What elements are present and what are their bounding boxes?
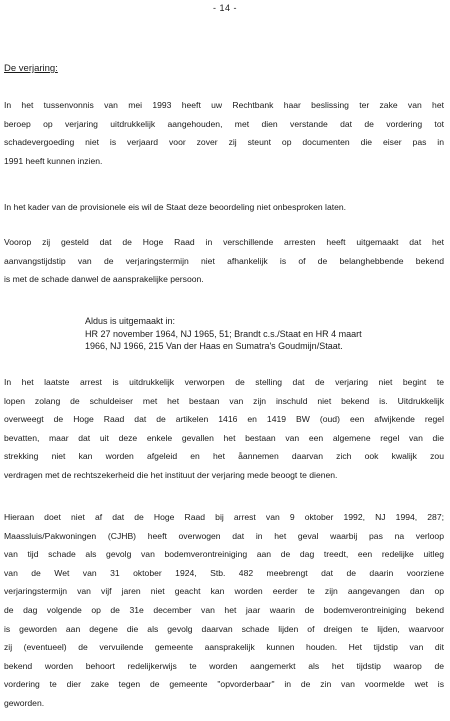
text-line: 1991 heeft kunnen inzien.	[4, 155, 103, 166]
text-line: van tijd schade als gevolg van bodemverontreiniging aan de dag treedt, een redelijke uitleg	[4, 549, 444, 560]
text-line: is met de schade danwel de aansprakelijke persoon.	[4, 274, 204, 285]
paragraph-last-judgment	[4, 373, 444, 485]
text-line: bekend worden behoort redelijkerwijs te worden aangemerkt als het tijdstip waarop de	[4, 660, 444, 671]
text-line: Maassluis/Pakwoningen (CJHB) heeft overwogen dat in het geval waarbij pas na verloop	[4, 530, 444, 541]
text-line: strekking niet kan worden afgeleid en het åannemen daarvan zich ook kwalijk zou	[4, 451, 444, 462]
text-line: schadevergoeding niet is verjaard voor zover zij steunt op documenten die eiser pas in	[4, 137, 444, 148]
text-line: Voorop zij gesteld dat de Hoge Raad in verschillende arresten heeft uitgemaakt dat het	[4, 237, 444, 247]
text-line: zij (eventueel) de vervuilende gemeente aansprakelijk kunnen houden. Het tijdstip van dit	[4, 642, 444, 653]
text-line: aanvangstijdstip van de verjaringstermijn niet afhankelijk is of de belanghebbende bekend	[4, 255, 444, 266]
paragraph-interim-judgment	[4, 96, 444, 170]
text-line: 1966, NJ 1966, 215 Van der Haas en Sumatra's Goudmijn/Staat.	[85, 341, 343, 351]
text-line: HR 27 november 1964, NJ 1965, 51; Brandt c.s./Staat en HR 4 maart	[85, 328, 362, 339]
text-line: In het tussenvonnis van mei 1993 heeft uw Rechtbank haar beslissing ter zake van het	[4, 100, 444, 110]
text-line: bevatten, maar dat uit deze enkele gevallen het bestaan van een algemene regel van die	[4, 432, 444, 443]
text-line: verjaringstermijn van vijf jaren niet geacht kan worden eerder te zijn aangevangen dan op	[4, 586, 444, 597]
page-number: - 14 -	[212, 3, 237, 13]
text-line: Hieraan doet niet af dat de Hoge Raad bij arrest van 9 oktober 1992, NJ 1994, 287;	[4, 512, 444, 522]
text-line: verdragen met de rechtszekerheid die het instituut der verjaring mede beoogt te dienen.	[4, 469, 338, 480]
text-line: In het kader van de provisionele eis wil de Staat deze beoordeling niet onbesproken laten.	[4, 202, 347, 212]
text-line: vordering te dier zake tegen de gemeente "opvorderbaar" in de zin van voormelde wet is	[4, 679, 444, 690]
text-line: overweegt de Hoge Raad dat de artikelen 1416 en 1419 BW (oud) een afwijkende regel	[4, 414, 444, 425]
paragraph-maasslui-judgment	[4, 508, 444, 713]
text-line: de dag volgende op de 31e december van het jaar waarin de bodemverontreiniging bekend	[4, 604, 444, 615]
text-line: In het laatste arrest is uitdrukkelijk verworpen de stelling dat de verjaring niet begint te	[4, 377, 444, 387]
text-line: geworden.	[4, 697, 45, 708]
paragraph-provisional-claim	[4, 198, 444, 217]
text-line: is geworden aan degene die als gevolg daarvan schade lijden of dreigen te lijden, waarvoor	[4, 623, 444, 634]
text-line: Aldus is uitgemaakt in:	[85, 316, 176, 326]
case-citation-block	[85, 315, 445, 353]
text-line: lopen zolang de schuldeiser met het bestaan van zijn inschuld niet bekend is. Uitdrukkelijk	[4, 395, 444, 406]
paragraph-hoge-raad	[4, 233, 444, 289]
section-heading: De verjaring:	[4, 63, 58, 74]
text-line: van de Wet van 31 oktober 1924, Stb. 482 meebrengt dat de daarin voorziene	[4, 567, 444, 578]
text-line: beroep op verjaring uitdrukkelijk aangehouden, met dien verstande dat de vordering tot	[4, 118, 444, 129]
